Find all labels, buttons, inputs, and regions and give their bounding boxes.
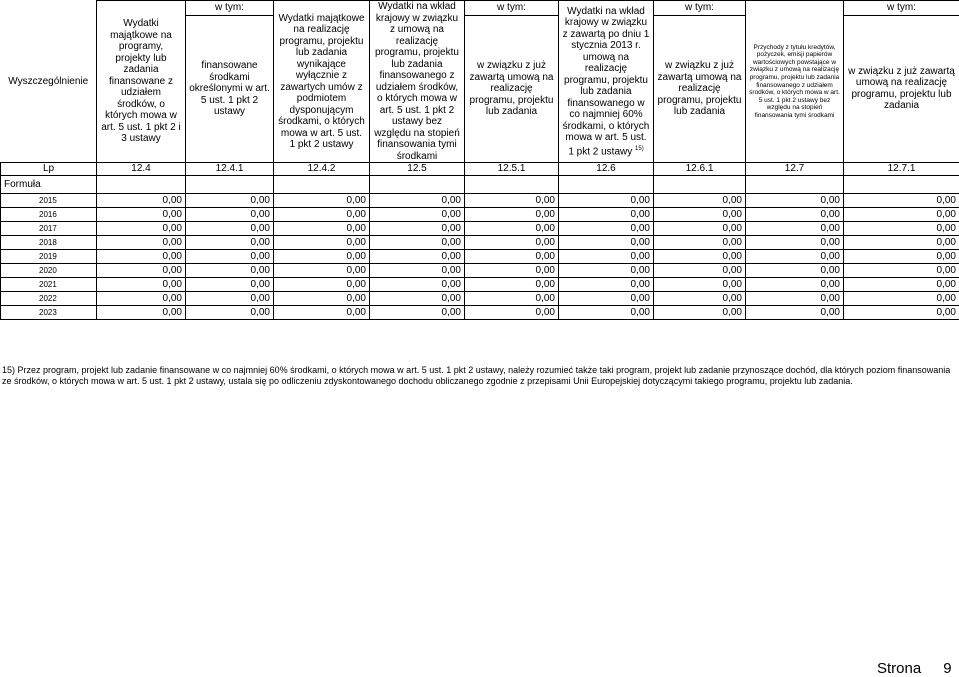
header-col-12-7: Przychody z tytułu kredytów, pożyczek, emisji papierów wartościowych powstające w związku z umową na realizację programu, projektu lub zadania finansowanego z udziałem środków, o których mowa w art. 5 ust. 1 pkt 2 ustawy bez względu na stopień finansowania tymi środkami [746,1,844,163]
table-row [1,222,959,236]
value-cell[interactable]: 0,00 [654,236,746,250]
value-cell[interactable]: 0,00 [654,264,746,278]
value-cell[interactable]: 0,00 [465,306,559,320]
value-cell[interactable]: 0,00 [654,208,746,222]
header-col-12-6-text: Wydatki na wkład krajowy w związku z zawartą po dniu 1 stycznia 2013 r. umową na realizację programu, projektu lub zadania finansowanego w co najmniej 60% środkami, o których mowa w art. 5 ust. 1 pkt 2 ustawy [563,6,650,157]
value-cell[interactable]: 0,00 [274,292,370,306]
header-col-12-4-2: Wydatki majątkowe na realizację programu, projektu lub zadania wynikające wyłącznie z zawartych umów z podmiotem dysponującym środkami, o których mowa w art. 5 ust. 1 pkt 2 ustawy [274,1,370,163]
value-cell[interactable]: 0,00 [746,264,844,278]
value-cell[interactable]: 0,00 [654,292,746,306]
header-in-which-b: w tym: [465,1,559,16]
table-row [1,250,959,264]
value-cell[interactable]: 0,00 [844,194,959,208]
value-cell[interactable]: 0,00 [186,306,274,320]
header-col-12-4: Wydatki majątkowe na programy, projekty lub zadania finansowane z udziałem środków, o których mowa w art. 5 ust. 1 pkt 2 i 3 ustawy [97,1,186,163]
value-cell[interactable]: 0,00 [97,250,186,264]
value-cell[interactable]: 0,00 [274,222,370,236]
lp-row [1,163,959,176]
table-row [1,236,959,250]
value-cell[interactable]: 0,00 [274,250,370,264]
value-cell[interactable]: 0,00 [559,250,654,264]
value-cell[interactable]: 0,00 [844,278,959,292]
value-cell[interactable]: 0,00 [559,278,654,292]
value-cell[interactable]: 0,00 [844,264,959,278]
value-cell[interactable]: 0,00 [746,306,844,320]
value-cell[interactable]: 0,00 [746,292,844,306]
formula-cell[interactable] [654,176,746,194]
value-cell[interactable]: 0,00 [370,292,465,306]
value-cell[interactable]: 0,00 [654,306,746,320]
value-cell[interactable]: 0,00 [97,236,186,250]
value-cell[interactable]: 0,00 [370,250,465,264]
formula-cell[interactable] [370,176,465,194]
value-cell[interactable]: 0,00 [186,222,274,236]
value-cell[interactable]: 0,00 [186,236,274,250]
formula-row [1,176,959,194]
formula-cell[interactable] [186,176,274,194]
header-in-which-c: w tym: [654,1,746,16]
value-cell[interactable]: 0,00 [844,236,959,250]
year-cell: 2016 [1,208,97,222]
value-cell[interactable]: 0,00 [370,306,465,320]
value-cell[interactable]: 0,00 [465,278,559,292]
formula-cell[interactable] [97,176,186,194]
header-col-12-7-1: w związku z już zawartą umową na realizację programu, projektu lub zadania [844,15,959,162]
value-cell[interactable]: 0,00 [97,278,186,292]
value-cell[interactable]: 0,00 [370,208,465,222]
year-cell: 2015 [1,194,97,208]
lp-cell: 12.6 [559,163,654,176]
page-label: Strona [877,660,921,677]
table-row [1,306,959,320]
value-cell[interactable]: 0,00 [274,208,370,222]
table-row [1,264,959,278]
formula-cell[interactable] [559,176,654,194]
value-cell[interactable]: 0,00 [559,306,654,320]
footnote-ref: 15) [635,146,644,152]
value-cell[interactable]: 0,00 [559,222,654,236]
value-cell[interactable]: 0,00 [465,264,559,278]
value-cell[interactable]: 0,00 [746,278,844,292]
value-cell[interactable]: 0,00 [844,292,959,306]
value-cell[interactable]: 0,00 [465,236,559,250]
page-num: 9 [943,660,951,677]
value-cell[interactable]: 0,00 [465,222,559,236]
lp-cell: 12.7.1 [844,163,959,176]
header-col-12-5: Wydatki na wkład krajowy w związku z umową na realizację programu, projektu lub zadania finansowanego z udziałem środków, o których mowa w art. 5 ust. 1 pkt 2 ustawy bez względu na stopień finansowania tymi środkami [370,1,465,163]
footnote: 15) Przez program, projekt lub zadanie finansowane w co najmniej 60% środkami, o których mowa w art. 5 ust. 1 pkt 2 ustawy, należy rozumieć także taki program, projekt lub zadanie przynoszące dochód, dla których poziom finansowania ze środków, o których mowa w art. 5 ust. 1 pkt 2 ustawy, ustala się po odliczeniu zdyskontowanego dochodu obliczanego zgodnie z przepisami Unii Europejskiej dotyczącymi takiego programu, projektu lub zadania. [2,365,952,388]
value-cell[interactable]: 0,00 [274,264,370,278]
value-cell[interactable]: 0,00 [274,306,370,320]
lp-cell: 12.4 [97,163,186,176]
value-cell[interactable]: 0,00 [97,208,186,222]
table-row [1,278,959,292]
value-cell[interactable]: 0,00 [370,236,465,250]
lp-cell: 12.5.1 [465,163,559,176]
table-row [1,194,959,208]
value-cell[interactable]: 0,00 [186,250,274,264]
formula-cell[interactable] [746,176,844,194]
year-cell: 2017 [1,222,97,236]
value-cell[interactable]: 0,00 [746,208,844,222]
year-cell: 2022 [1,292,97,306]
value-cell[interactable]: 0,00 [186,264,274,278]
lp-cell: 12.6.1 [654,163,746,176]
formula-label: Formuła [1,176,97,194]
formula-cell[interactable] [465,176,559,194]
lp-cell: 12.4.2 [274,163,370,176]
value-cell[interactable]: 0,00 [274,278,370,292]
value-cell[interactable]: 0,00 [746,194,844,208]
value-cell[interactable]: 0,00 [97,292,186,306]
value-cell[interactable]: 0,00 [370,278,465,292]
value-cell[interactable]: 0,00 [654,250,746,264]
table-row [1,292,959,306]
value-cell[interactable]: 0,00 [370,222,465,236]
value-cell[interactable]: 0,00 [559,208,654,222]
value-cell[interactable]: 0,00 [465,292,559,306]
header-in-which-a: w tym: [186,1,274,16]
value-cell[interactable]: 0,00 [746,236,844,250]
value-cell[interactable]: 0,00 [654,278,746,292]
value-cell[interactable]: 0,00 [274,194,370,208]
value-cell[interactable]: 0,00 [654,222,746,236]
value-cell[interactable]: 0,00 [186,194,274,208]
value-cell[interactable]: 0,00 [844,306,959,320]
header-col-12-5-1: w związku z już zawartą umową na realizację programu, projektu lub zadania [465,15,559,162]
header-col-12-6-1: w związku z już zawartą umową na realizację programu, projektu lub zadania [654,15,746,162]
formula-cell[interactable] [844,176,959,194]
value-cell[interactable]: 0,00 [97,194,186,208]
lp-cell: 12.5 [370,163,465,176]
header-col-12-6 [559,1,654,163]
value-cell[interactable]: 0,00 [559,264,654,278]
value-cell[interactable]: 0,00 [465,208,559,222]
value-cell[interactable]: 0,00 [186,208,274,222]
page-number [877,660,952,677]
value-cell[interactable]: 0,00 [746,222,844,236]
lp-cell: 12.7 [746,163,844,176]
value-cell[interactable]: 0,00 [186,278,274,292]
value-cell[interactable]: 0,00 [559,194,654,208]
value-cell[interactable]: 0,00 [370,264,465,278]
lp-label: Lp [1,163,97,176]
header-col-12-4-1: finansowane środkami określonymi w art. 5 ust. 1 pkt 2 ustawy [186,15,274,162]
year-cell: 2021 [1,278,97,292]
header-description: Wyszczególnienie [1,1,97,163]
value-cell[interactable]: 0,00 [465,194,559,208]
value-cell[interactable]: 0,00 [97,222,186,236]
year-cell: 2023 [1,306,97,320]
formula-cell[interactable] [274,176,370,194]
multi-year-table [0,0,959,320]
table-row [1,208,959,222]
value-cell[interactable]: 0,00 [746,250,844,264]
value-cell[interactable]: 0,00 [274,236,370,250]
year-cell: 2020 [1,264,97,278]
year-cell: 2018 [1,236,97,250]
lp-cell: 12.4.1 [186,163,274,176]
value-cell[interactable]: 0,00 [370,194,465,208]
value-cell[interactable]: 0,00 [465,250,559,264]
value-cell[interactable]: 0,00 [559,236,654,250]
value-cell[interactable]: 0,00 [97,306,186,320]
header-in-which-d: w tym: [844,1,959,16]
value-cell[interactable]: 0,00 [844,208,959,222]
value-cell[interactable]: 0,00 [654,194,746,208]
value-cell[interactable]: 0,00 [844,222,959,236]
year-cell: 2019 [1,250,97,264]
value-cell[interactable]: 0,00 [97,264,186,278]
value-cell[interactable]: 0,00 [186,292,274,306]
value-cell[interactable]: 0,00 [844,250,959,264]
value-cell[interactable]: 0,00 [559,292,654,306]
